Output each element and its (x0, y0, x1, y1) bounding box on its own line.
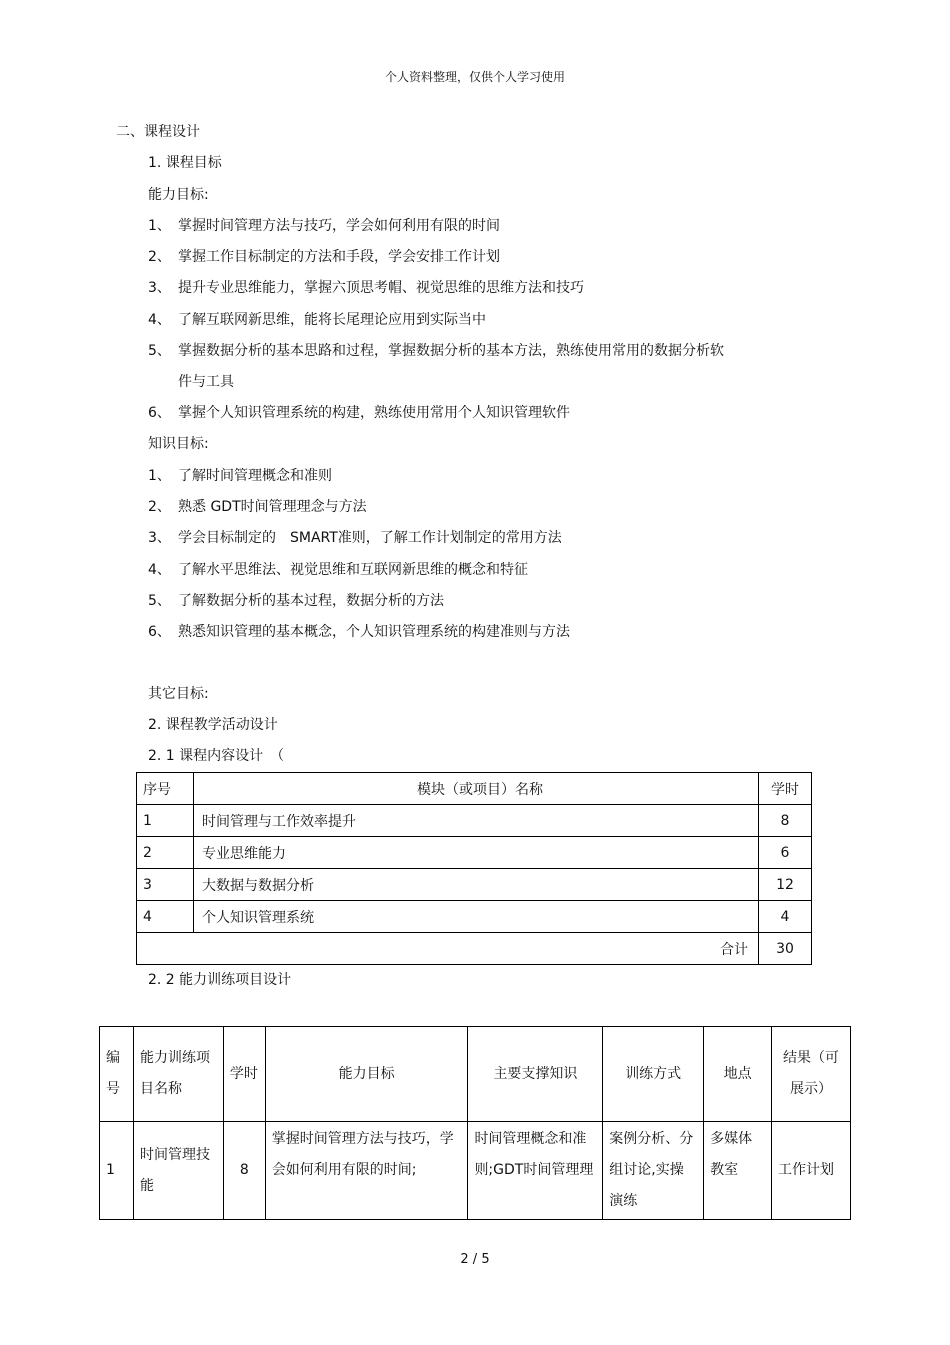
table-cell: 时间管理技能 (133, 1122, 223, 1220)
header-cell: 序号 (137, 773, 194, 805)
table-cell: 多媒体教室 (704, 1122, 772, 1220)
knowledge-item: 1、 了解时间管理概念和准则 (148, 468, 332, 484)
table-row (137, 837, 812, 869)
table-cell: 2 (137, 837, 194, 869)
page-header: 个人资料整理，仅供个人学习使用 (384, 70, 565, 84)
ability-item: 2、 掌握工作目标制定的方法和手段，学会安排工作计划 (148, 249, 500, 265)
table-header-row (100, 1027, 851, 1122)
table-cell: 个人知识管理系统 (194, 901, 759, 933)
table-cell: 3 (137, 869, 194, 901)
table-cell: 4 (137, 901, 194, 933)
header-cell: 地点 (704, 1027, 772, 1122)
header-cell: 学时 (759, 773, 812, 805)
table-cell: 8 (223, 1122, 265, 1220)
table-cell: 大数据与数据分析 (194, 869, 759, 901)
knowledge-item: 2、 熟悉 GDT时间管理理念与方法 (148, 499, 367, 515)
table-row (100, 1122, 851, 1220)
page-number: 2 / 5 (460, 1252, 490, 1267)
total-value: 30 (759, 933, 812, 965)
header-cell: 编号 (100, 1027, 134, 1122)
table-row (137, 901, 812, 933)
ability-item: 4、 了解互联网新思维，能将长尾理论应用到实际当中 (148, 312, 486, 328)
table-cell: 8 (759, 805, 812, 837)
knowledge-item: 5、 了解数据分析的基本过程，数据分析的方法 (148, 593, 444, 609)
table-row (137, 869, 812, 901)
table-cell: 案例分析、分组讨论,实操演练 (603, 1122, 704, 1220)
table-cell: 工作计划 (772, 1122, 851, 1220)
table-cell: 掌握时间管理方法与技巧，学会如何利用有限的时间; (265, 1122, 468, 1220)
table-header-row (137, 773, 812, 805)
ability-item: 1、 掌握时间管理方法与技巧，学会如何利用有限的时间 (148, 218, 500, 234)
table-total-row (137, 933, 812, 965)
header-cell: 能力目标 (265, 1027, 468, 1122)
header-cell: 训练方式 (603, 1027, 704, 1122)
content-table (136, 772, 812, 965)
header-cell: 模块（或项目）名称 (194, 773, 759, 805)
ability-item: 5、 掌握数据分析的基本思路和过程，掌握数据分析的基本方法，熟练使用常用的数据分析软 (148, 343, 724, 359)
knowledge-item: 3、 学会目标制定的 SMART准则，了解工作计划制定的常用方法 (148, 530, 562, 546)
knowledge-item: 6、 熟悉知识管理的基本概念，个人知识管理系统的构建准则与方法 (148, 624, 570, 640)
subsection-training-design: 2. 2 能力训练项目设计 (148, 972, 292, 988)
table-cell: 6 (759, 837, 812, 869)
table-cell: 专业思维能力 (194, 837, 759, 869)
ability-item-continuation: 件与工具 (178, 374, 234, 390)
knowledge-heading: 知识目标: (148, 436, 209, 452)
other-heading: 其它目标: (148, 686, 209, 702)
header-cell: 能力训练项目名称 (133, 1027, 223, 1122)
table-row (137, 805, 812, 837)
ability-heading: 能力目标: (148, 187, 209, 203)
subsection-teaching-design: 2. 课程教学活动设计 (148, 717, 278, 733)
header-cell: 学时 (223, 1027, 265, 1122)
total-label: 合计 (137, 933, 759, 965)
ability-item: 6、 掌握个人知识管理系统的构建，熟练使用常用个人知识管理软件 (148, 405, 570, 421)
table-cell: 1 (137, 805, 194, 837)
table-cell: 4 (759, 901, 812, 933)
header-cell: 主要支撑知识 (468, 1027, 603, 1122)
ability-item: 3、 提升专业思维能力，掌握六顶思考帽、视觉思维的思维方法和技巧 (148, 280, 584, 296)
knowledge-item: 4、 了解水平思维法、视觉思维和互联网新思维的概念和特征 (148, 562, 528, 578)
header-cell: 结果（可展示） (772, 1027, 851, 1122)
subsection-course-goals: 1. 课程目标 (148, 155, 222, 171)
subsection-content-design: 2. 1 课程内容设计 （ (148, 748, 285, 764)
table-cell: 1 (100, 1122, 134, 1220)
table-cell: 12 (759, 869, 812, 901)
training-table (99, 1026, 851, 1220)
table-cell: 时间管理概念和准则;GDT时间管理理 (468, 1122, 603, 1220)
section-title: 二、课程设计 (116, 124, 200, 140)
table-cell: 时间管理与工作效率提升 (194, 805, 759, 837)
